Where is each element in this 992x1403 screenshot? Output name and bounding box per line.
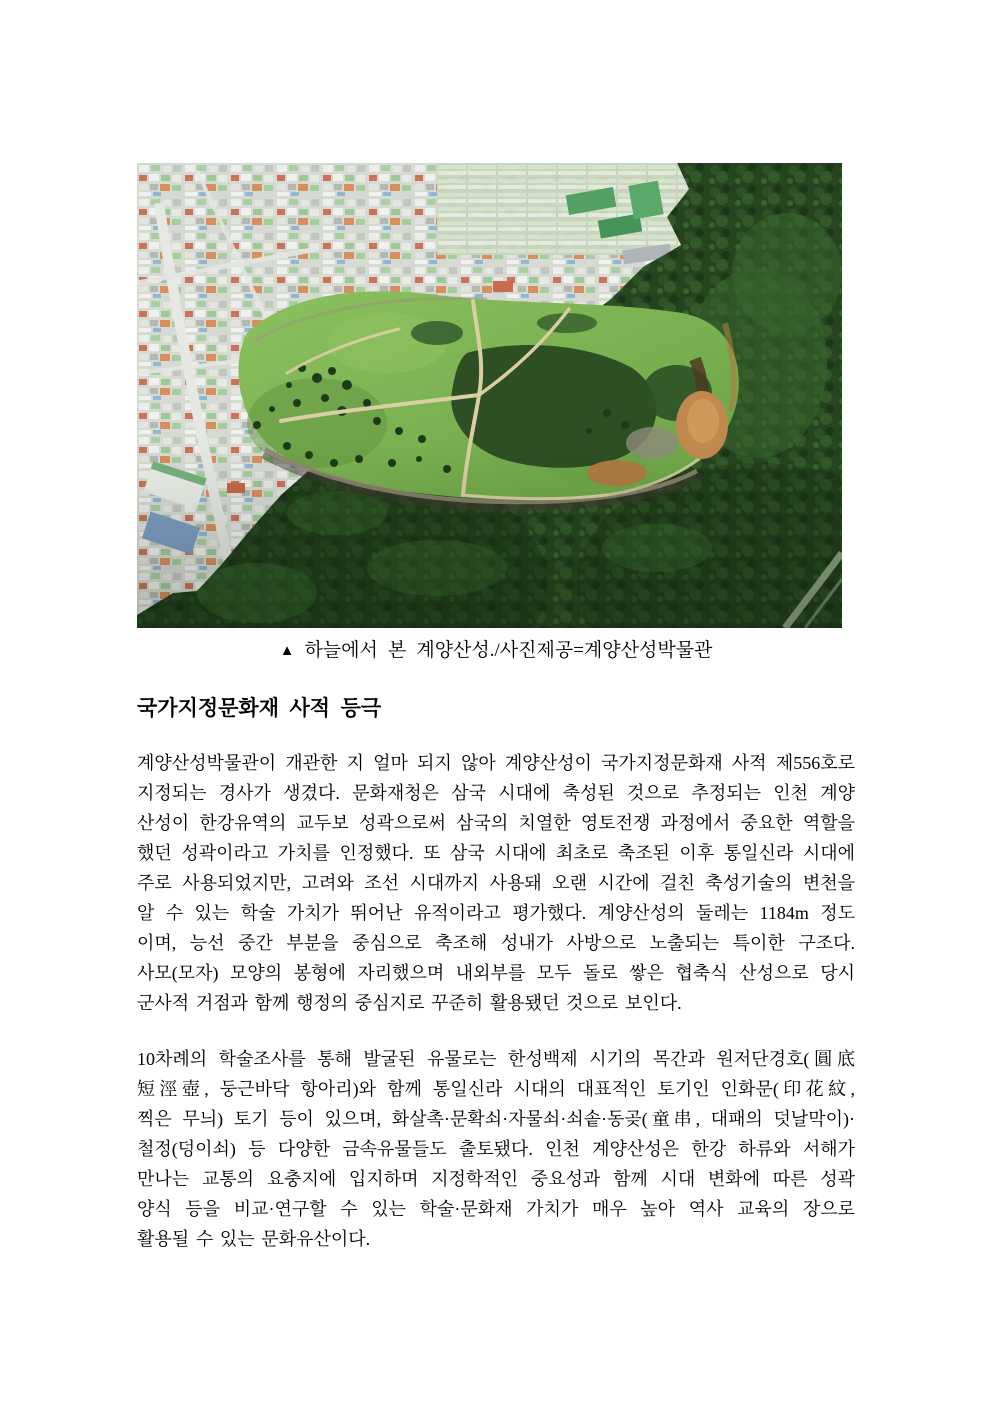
paragraph-line: 활용될 수 있는 문화유산이다. — [137, 1229, 371, 1249]
caption-text: 하늘에서 본 계양산성./사진제공=계양산성박물관 — [304, 640, 713, 661]
paragraph-line: 했던 성곽이라고 가치를 인정했다. 또 삼국 시대에 최초로 축조된 이후 통일신라 시대에 — [137, 843, 855, 863]
paragraph-line: 양식 등을 비교·연구할 수 있는 학술·문화재 가치가 매우 높아 역사 교육의 장으로 — [137, 1199, 855, 1219]
paragraph-line: 계양산성박물관이 개관한 지 얼마 되지 않아 계양산성이 국가지정문화재 사적 제556호로 — [137, 753, 855, 773]
paragraph-line: 철정(덩이쇠) 등 다양한 금속유물들도 출토됐다. 인천 계양산성은 한강 하류와 서해가 — [137, 1139, 855, 1159]
paragraph-line: 산성이 한강유역의 교두보 성곽으로써 삼국의 치열한 영토전쟁 과정에서 중요한 역할을 — [137, 813, 855, 833]
aerial-photo-graphic — [137, 163, 842, 628]
paragraph-line: 군사적 거점과 함께 행정의 중심지로 꾸준히 활용됐던 것으로 보인다. — [137, 993, 682, 1013]
paragraph-line: 短涇壺, 둥근바닥 항아리)와 함께 통일신라 시대의 대표적인 토기인 인화문(印花紋, — [137, 1079, 855, 1099]
paragraph-line: 찍은 무늬) 토기 등이 있으며, 화살촉·문확쇠·자물쇠·쇠솥·동곶(童串, 대패의 덧날막이)· — [137, 1109, 855, 1129]
photo-caption — [0, 639, 992, 663]
aerial-photo — [137, 163, 842, 628]
paragraph-line: 지정되는 경사가 생겼다. 문화재청은 삼국 시대에 축성된 것으로 추정되는 인천 계양 — [137, 783, 855, 803]
paragraph-line: 이며, 능선 중간 부분을 중심으로 축조해 성내가 사방으로 노출되는 특이한 구조다. — [137, 933, 855, 953]
caption-triangle-icon: ▲ — [279, 643, 295, 659]
paragraph-line: 주로 사용되었지만, 고려와 조선 시대까지 사용돼 오랜 시간에 걸친 축성기술의 변천을 — [137, 873, 855, 893]
paragraph-line: 만나는 교통의 요충지에 입지하며 지정학적인 중요성과 함께 시대 변화에 따른 성곽 — [137, 1169, 855, 1189]
paragraph-line: 사모(모자) 모양의 봉형에 자리했으며 내외부를 모두 돌로 쌓은 협축식 산성으로 당시 — [137, 963, 855, 983]
paragraph-line: 알 수 있는 학술 가치가 뛰어난 유적이라고 평가했다. 계양산성의 둘레는 1184m 정도 — [137, 903, 855, 923]
paragraph — [137, 748, 855, 1018]
section-heading: 국가지정문화재 사적 등극 — [137, 696, 382, 720]
paragraph — [137, 1044, 855, 1254]
paragraph-line: 10차례의 학술조사를 통해 발굴된 유물로는 한성백제 시기의 목간과 원저단경호(圓底 — [137, 1049, 855, 1069]
